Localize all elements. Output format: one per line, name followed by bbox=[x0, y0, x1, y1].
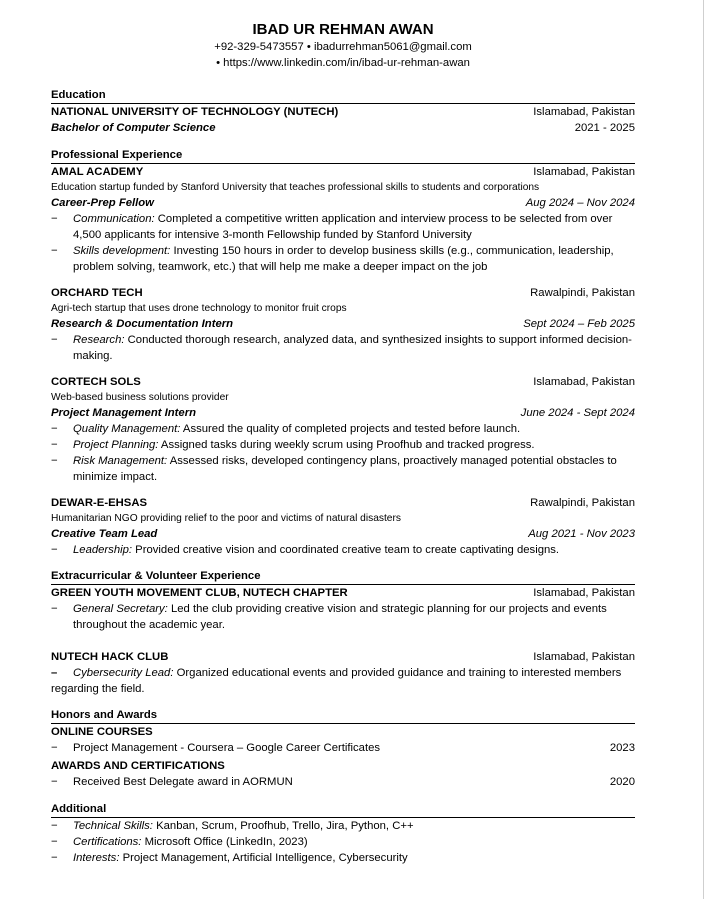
honors-group-heading: AWARDS AND CERTIFICATIONS bbox=[51, 760, 225, 772]
experience-entry bbox=[51, 374, 635, 485]
org-name: DEWAR-E-EHSAS bbox=[51, 497, 148, 509]
bullet-body: Led the club providing creative vision and strategic planning for our projects and events throughout the academic year. bbox=[73, 603, 607, 631]
bullet-heading: Skills development: bbox=[73, 245, 171, 257]
bullet-dash: − bbox=[51, 820, 58, 832]
section-title: Additional bbox=[51, 802, 635, 818]
bullet-item bbox=[51, 601, 635, 633]
org-location: Islamabad, Pakistan bbox=[533, 651, 635, 663]
org-description: Humanitarian NGO providing relief to the poor and victims of natural disasters bbox=[51, 513, 401, 524]
bullet-body: Project Management, Artificial Intelligence, Cybersecurity bbox=[119, 852, 408, 864]
role-row bbox=[51, 316, 635, 332]
role-row bbox=[51, 195, 635, 211]
honors-item-text: Received Best Delegate award in AORMUN bbox=[73, 776, 293, 788]
bullet-item bbox=[51, 850, 635, 866]
bullet-text bbox=[73, 601, 635, 633]
education-row bbox=[51, 104, 635, 120]
bullet-item bbox=[51, 332, 635, 364]
bullet-body: Investing 150 hours in order to develop business skills (e.g., communication, leadership, problem solving, teamwork, etc.) that will help me make a deeper impact on the job bbox=[73, 245, 614, 273]
role-row bbox=[51, 405, 635, 421]
extracurricular-entry bbox=[51, 649, 635, 697]
extracurricular-entry bbox=[51, 585, 635, 633]
role-title: Career-Prep Fellow bbox=[51, 197, 154, 209]
linkedin-line: • https://www.linkedin.com/in/ibad-ur-rehman-awan bbox=[216, 57, 470, 69]
bullet-item bbox=[51, 437, 635, 453]
role-title: Creative Team Lead bbox=[51, 528, 158, 540]
bullet-heading: Certifications: bbox=[73, 836, 142, 848]
degree-row bbox=[51, 120, 635, 136]
bullet-heading: Risk Management: bbox=[73, 455, 168, 467]
bullet-dash: – bbox=[51, 667, 58, 679]
resume-header bbox=[51, 0, 635, 71]
experience-entry bbox=[51, 164, 635, 275]
bullet-body: Assessed risks, developed contingency plans, proactively managed potential obstacles to minimize impact. bbox=[73, 455, 617, 483]
bullet-heading: Quality Management: bbox=[73, 423, 181, 435]
degree: Bachelor of Computer Science bbox=[51, 122, 216, 134]
bullet-dash: − bbox=[51, 603, 58, 615]
org-name: NUTECH HACK CLUB bbox=[51, 651, 169, 663]
honors-item bbox=[51, 740, 635, 756]
bullet-dash: − bbox=[51, 245, 58, 257]
degree-years: 2021 - 2025 bbox=[574, 122, 635, 134]
experience-list bbox=[51, 164, 635, 558]
bullet-text bbox=[73, 421, 635, 437]
org-name: AMAL ACADEMY bbox=[51, 166, 144, 178]
org-location: Rawalpindi, Pakistan bbox=[530, 497, 635, 509]
bullet-text bbox=[73, 211, 635, 243]
experience-entry bbox=[51, 285, 635, 364]
bullet-item bbox=[51, 665, 635, 697]
role-dates: Aug 2024 – Nov 2024 bbox=[525, 197, 635, 209]
honors-list bbox=[51, 724, 635, 790]
org-name: GREEN YOUTH MOVEMENT CLUB, NUTECH CHAPTER bbox=[51, 587, 348, 599]
additional-section bbox=[51, 802, 635, 866]
org-location: Islamabad, Pakistan bbox=[533, 376, 635, 388]
org-description: Education startup funded by Stanford University that teaches professional skills to students and corporations bbox=[51, 182, 540, 193]
education-section bbox=[51, 88, 635, 136]
school-name: NATIONAL UNIVERSITY OF TECHNOLOGY (NUTECH) bbox=[51, 106, 339, 118]
bullet-dash: − bbox=[51, 423, 58, 435]
experience-section bbox=[51, 148, 635, 558]
org-row bbox=[51, 285, 635, 301]
honors-item-text: Project Management - Coursera – Google Career Certificates bbox=[73, 742, 381, 754]
additional-list bbox=[51, 818, 635, 866]
role-row bbox=[51, 526, 635, 542]
contact-line: +92-329-5473557 • ibadurrehman5061@gmail.com bbox=[214, 41, 472, 53]
bullet-text bbox=[73, 437, 635, 453]
bullet-text bbox=[73, 453, 635, 485]
bullet-item bbox=[51, 421, 635, 437]
bullet-heading: Communication: bbox=[73, 213, 155, 225]
org-row bbox=[51, 495, 635, 511]
org-name: CORTECH SOLS bbox=[51, 376, 141, 388]
extracurricular-list bbox=[51, 585, 635, 697]
bullet-dash: − bbox=[51, 439, 58, 451]
org-row bbox=[51, 164, 635, 180]
bullet-heading: Interests: bbox=[73, 852, 120, 864]
extracurricular-section bbox=[51, 569, 635, 697]
org-description: Web-based business solutions provider bbox=[51, 392, 229, 403]
bullet-body: Kanban, Scrum, Proofhub, Trello, Jira, Python, C++ bbox=[152, 820, 414, 832]
role-title: Research & Documentation Intern bbox=[51, 318, 234, 330]
bullet-text bbox=[73, 542, 635, 558]
section-title: Extracurricular & Volunteer Experience bbox=[51, 569, 635, 585]
org-location: Islamabad, Pakistan bbox=[533, 166, 635, 178]
bullet-dash: − bbox=[51, 544, 58, 556]
bullet-item bbox=[51, 834, 635, 850]
bullet-heading: Project Planning: bbox=[73, 439, 159, 451]
bullet-dash: − bbox=[51, 334, 58, 346]
section-title: Education bbox=[51, 88, 635, 104]
bullet-dash: − bbox=[51, 455, 58, 467]
bullet-dash: − bbox=[51, 742, 58, 754]
role-dates: Aug 2021 - Nov 2023 bbox=[528, 528, 635, 540]
school-location: Islamabad, Pakistan bbox=[533, 106, 635, 118]
bullet-text bbox=[73, 243, 635, 275]
section-title: Honors and Awards bbox=[51, 708, 635, 724]
candidate-name: IBAD UR REHMAN AWAN bbox=[252, 21, 434, 38]
bullet-heading: Leadership: bbox=[73, 544, 133, 556]
honors-group-heading: ONLINE COURSES bbox=[51, 726, 153, 738]
bullet-body: Provided creative vision and coordinated creative team to create captivating designs. bbox=[132, 544, 560, 556]
role-dates: June 2024 - Sept 2024 bbox=[520, 407, 635, 419]
bullet-dash: − bbox=[51, 836, 58, 848]
bullet-heading: Technical Skills: bbox=[73, 820, 153, 832]
bullet-item bbox=[51, 243, 635, 275]
honors-item-year: 2023 bbox=[609, 742, 635, 754]
org-row bbox=[51, 649, 635, 665]
role-title: Project Management Intern bbox=[51, 407, 197, 419]
role-dates: Sept 2024 – Feb 2025 bbox=[523, 318, 635, 330]
honors-item-year: 2020 bbox=[609, 776, 635, 788]
bullet-heading: General Secretary: bbox=[73, 603, 168, 615]
org-row bbox=[51, 374, 635, 390]
bullet-dash: − bbox=[51, 776, 58, 788]
org-row bbox=[51, 585, 635, 601]
honors-item bbox=[51, 774, 635, 790]
bullet-heading: Cybersecurity Lead: bbox=[73, 667, 174, 679]
bullet-body: Assured the quality of completed projects and tested before launch. bbox=[180, 423, 521, 435]
section-title: Professional Experience bbox=[51, 148, 635, 164]
bullet-item bbox=[51, 211, 635, 243]
bullet-body: Microsoft Office (LinkedIn, 2023) bbox=[141, 836, 308, 848]
bullet-body: Conducted thorough research, analyzed data, and synthesized insights to support informed decision-making. bbox=[73, 334, 632, 362]
bullet-dash: − bbox=[51, 852, 58, 864]
honors-item-left bbox=[51, 774, 293, 790]
bullet-text bbox=[73, 818, 635, 834]
honors-section bbox=[51, 708, 635, 790]
bullet-body: Assigned tasks during weekly scrum using Proofhub and tracked progress. bbox=[158, 439, 535, 451]
experience-entry bbox=[51, 495, 635, 558]
org-description: Agri-tech startup that uses drone technology to monitor fruit crops bbox=[51, 303, 347, 314]
bullet-body: Completed a competitive written application and interview process to be selected from over 4,500 applicants for intensive 3-month Fellowship funded by Stanford University bbox=[73, 213, 613, 241]
org-location: Islamabad, Pakistan bbox=[533, 587, 635, 599]
bullet-text bbox=[73, 850, 635, 866]
org-location: Rawalpindi, Pakistan bbox=[530, 287, 635, 299]
bullet-heading: Research: bbox=[73, 334, 125, 346]
bullet-item bbox=[51, 818, 635, 834]
bullet-dash: − bbox=[51, 213, 58, 225]
bullet-text bbox=[73, 332, 635, 364]
honors-item-left bbox=[51, 740, 380, 756]
bullet-text bbox=[73, 834, 635, 850]
resume-page bbox=[51, 0, 635, 866]
bullet-item bbox=[51, 453, 635, 485]
org-name: ORCHARD TECH bbox=[51, 287, 143, 299]
bullet-body: Organized educational events and provided guidance and training to interested members regarding the field. bbox=[51, 667, 622, 695]
bullet-item bbox=[51, 542, 635, 558]
